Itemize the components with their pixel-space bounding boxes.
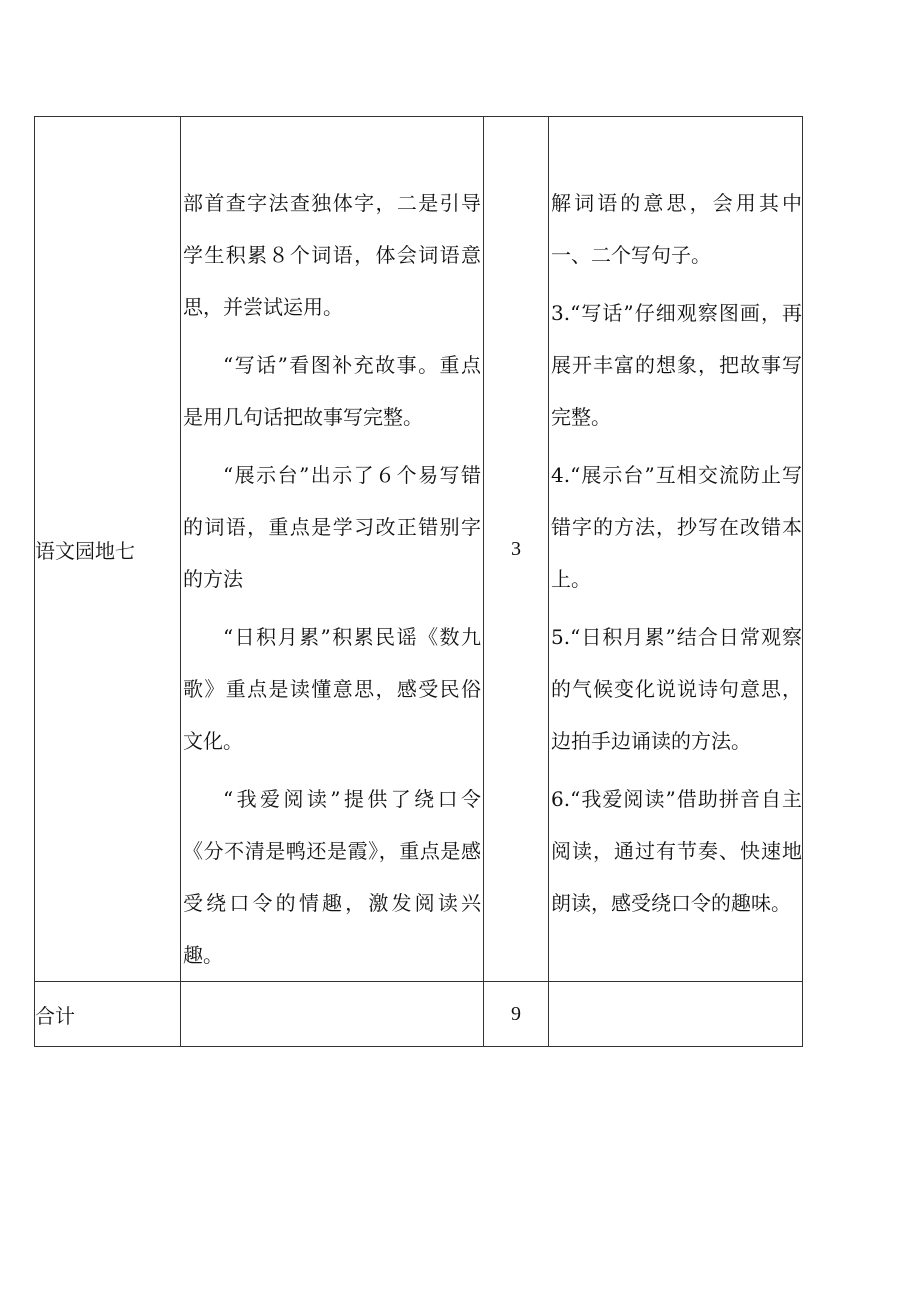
method-cell (549, 117, 803, 982)
method-paragraph: 5.“日积月累”结合日常观察的气候变化说说诗句意思，边拍手边诵读的方法。 (551, 625, 802, 753)
method-paragraph: 4.“展示台”互相交流防止写错字的方法，抄写在改错本上。 (551, 463, 802, 591)
lesson-plan-table (34, 116, 803, 1047)
content-paragraph: “我爱阅读”提供了绕口令《分不清是鸭还是霞》，重点是感受绕口令的情趣，激发阅读兴趣。 (183, 787, 481, 967)
total-method-cell (549, 982, 803, 1047)
total-label-cell: 合计 (35, 982, 181, 1047)
hours-cell: 3 (484, 117, 549, 982)
method-paragraph: 解词语的意思，会用其中一、二个写句子。 (551, 191, 802, 267)
content-paragraph: “展示台”出示了６个易写错的词语，重点是学习改正错别字的方法 (183, 463, 481, 591)
method-paragraph: 6.“我爱阅读”借助拼音自主阅读，通过有节奏、快速地朗读，感受绕口令的趣味。 (551, 787, 802, 915)
method-paragraph: 3.“写话”仔细观察图画，再展开丰富的想象，把故事写完整。 (551, 301, 802, 429)
total-content-cell (181, 982, 484, 1047)
content-cell (181, 117, 484, 982)
lesson-name-cell: 语文园地七 (35, 117, 181, 982)
content-paragraph: “日积月累”积累民谣《数九歌》重点是读懂意思，感受民俗文化。 (183, 625, 481, 753)
total-hours-cell: 9 (484, 982, 549, 1047)
table-row (35, 117, 803, 982)
total-row (35, 982, 803, 1047)
content-paragraph: 部首查字法查独体字，二是引导学生积累８个词语，体会词语意思，并尝试运用。 (183, 191, 481, 319)
content-paragraph: “写话”看图补充故事。重点是用几句话把故事写完整。 (183, 353, 481, 429)
